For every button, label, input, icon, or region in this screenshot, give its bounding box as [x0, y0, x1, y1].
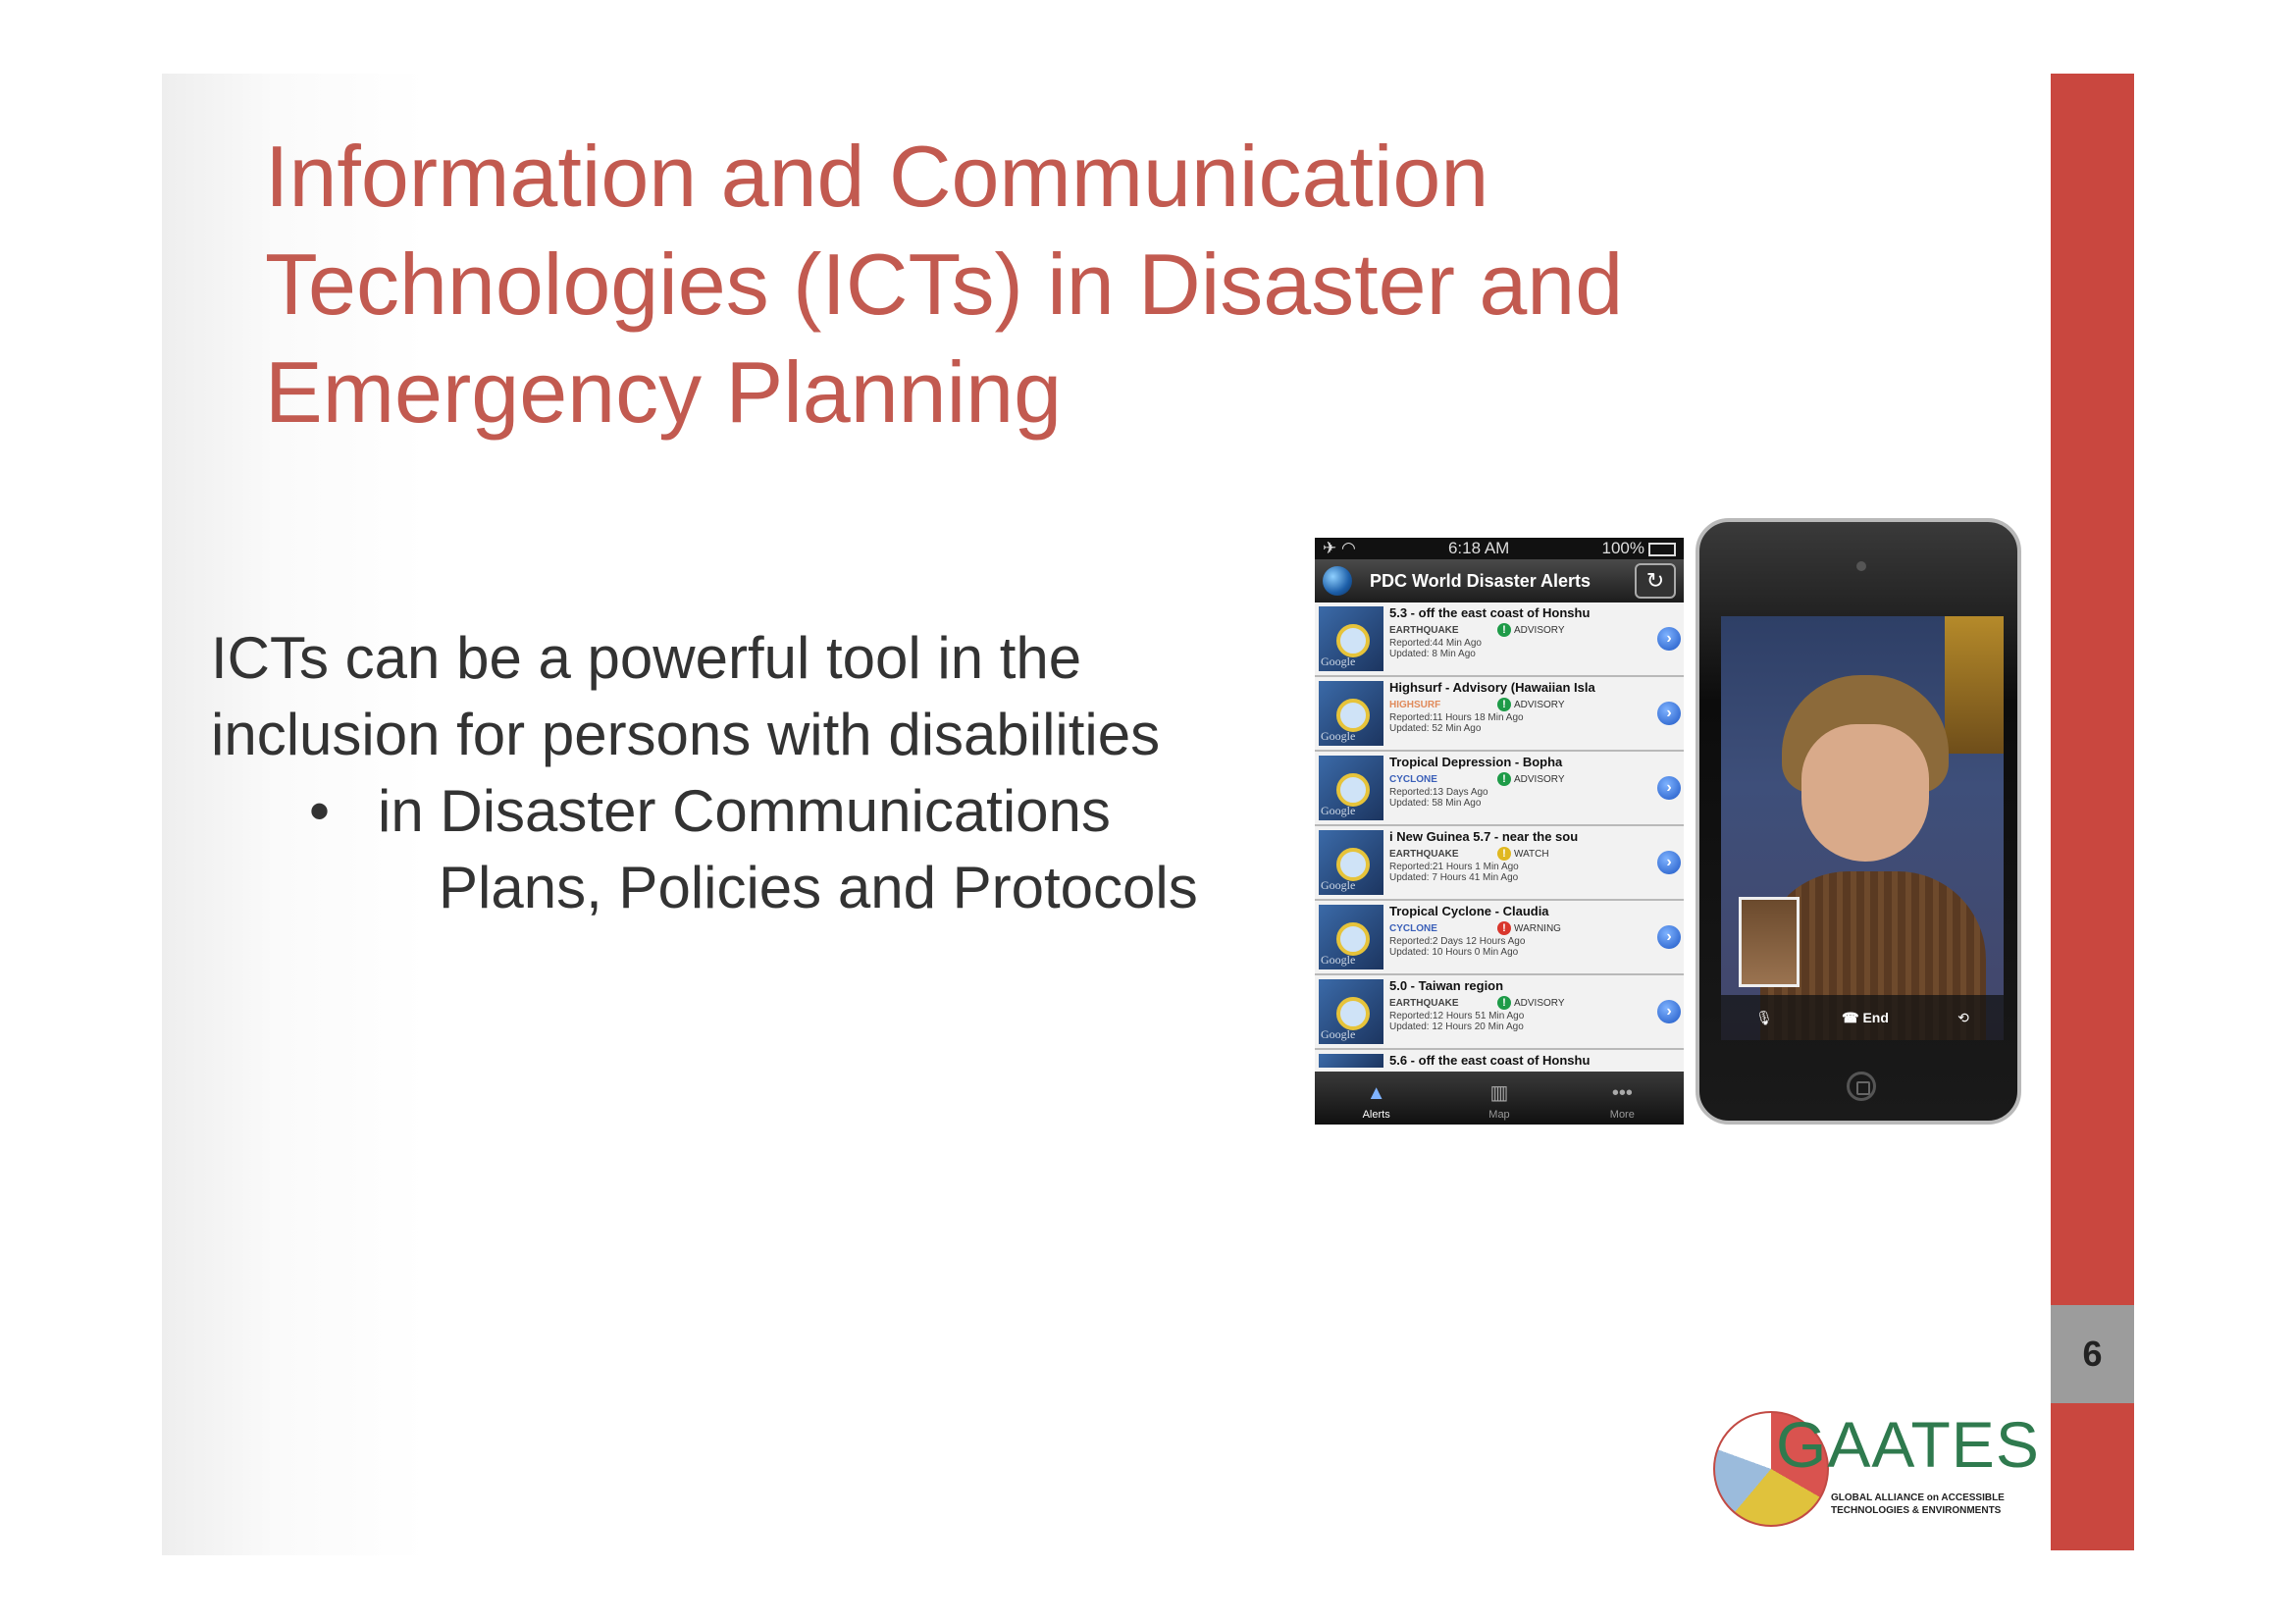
alert-type: EARTHQUAKE	[1389, 848, 1459, 860]
disaster-type-icon	[1336, 699, 1370, 732]
tab-map[interactable]	[1437, 1072, 1560, 1125]
thumbnail-watermark: Google	[1321, 878, 1356, 892]
alert-level-icon: !	[1497, 772, 1511, 786]
end-call-label: End	[1862, 1009, 1889, 1025]
body-line-1: ICTs can be a powerful tool in the	[211, 625, 1082, 691]
alert-title: i New Guinea 5.7 - near the sou	[1389, 829, 1579, 844]
thumbnail-watermark: Google	[1321, 654, 1356, 668]
ipod-facetime-image	[1696, 518, 2021, 1125]
alert-reported: Reported:11 Hours 18 Min Ago	[1389, 712, 1524, 723]
tab-label: More	[1609, 1109, 1635, 1121]
disaster-type-icon	[1336, 922, 1370, 956]
home-icon	[1856, 1081, 1870, 1095]
more-icon: •••	[1611, 1082, 1633, 1104]
alert-list	[1315, 602, 1684, 1050]
alert-updated: Updated: 7 Hours 41 Min Ago	[1389, 872, 1519, 883]
facetime-screen	[1721, 616, 2004, 1040]
disaster-type-icon	[1336, 848, 1370, 881]
mute-icon[interactable]: 🎙	[1755, 1009, 1773, 1025]
alert-updated: Updated: 52 Min Ago	[1389, 723, 1482, 734]
alert-title: Tropical Cyclone - Claudia	[1389, 904, 1549, 918]
bullet-continuation: Plans, Policies and Protocols	[439, 855, 1198, 920]
battery-icon	[1648, 543, 1676, 556]
alert-reported: Reported:2 Days 12 Hours Ago	[1389, 936, 1526, 947]
alert-level: WARNING	[1514, 922, 1561, 934]
disaster-alerts-app-screenshot	[1315, 538, 1684, 1125]
tab-label: Alerts	[1362, 1109, 1390, 1121]
alert-thumbnail	[1319, 1054, 1383, 1068]
alert-level: ADVISORY	[1514, 773, 1565, 785]
alert-type: CYCLONE	[1389, 922, 1437, 934]
status-bar	[1315, 538, 1684, 559]
alert-level: ADVISORY	[1514, 699, 1565, 710]
alert-level: WATCH	[1514, 848, 1549, 860]
title-line-2: Technologies (ICTs) in Disaster and	[265, 236, 1624, 333]
map-icon: ▥	[1489, 1082, 1509, 1104]
logo-tagline	[1831, 1492, 2037, 1517]
title-line-3: Emergency Planning	[265, 343, 1063, 441]
battery-indicator	[1602, 539, 1676, 558]
alert-type: EARTHQUAKE	[1389, 624, 1459, 636]
alert-level-icon: !	[1497, 847, 1511, 861]
thumbnail-watermark: Google	[1321, 729, 1356, 743]
alert-level-icon: !	[1497, 623, 1511, 637]
body-line-2: inclusion for persons with disabilities	[211, 702, 1161, 767]
alert-level-icon: !	[1497, 921, 1511, 935]
alert-updated: Updated: 58 Min Ago	[1389, 798, 1482, 809]
app-nav-title: PDC World Disaster Alerts	[1370, 570, 1592, 591]
globe-icon	[1323, 566, 1352, 596]
airplane-wifi-icon: ✈ ◠	[1323, 539, 1356, 557]
thumbnail-watermark: Google	[1321, 1027, 1356, 1041]
alert-level: ADVISORY	[1514, 997, 1565, 1009]
status-time: 6:18 AM	[1447, 539, 1510, 557]
alert-thumbnail	[1319, 905, 1383, 969]
alert-row[interactable]	[1315, 901, 1684, 975]
alert-title: Tropical Depression - Bopha	[1389, 755, 1563, 769]
alert-row[interactable]	[1315, 826, 1684, 901]
disaster-type-icon	[1336, 773, 1370, 807]
disaster-type-icon	[1336, 997, 1370, 1030]
body-text	[211, 620, 1320, 926]
home-button[interactable]	[1847, 1072, 1876, 1101]
logo-tagline-2: TECHNOLOGIES & ENVIRONMENTS	[1831, 1505, 2002, 1516]
alert-type: EARTHQUAKE	[1389, 997, 1459, 1009]
alert-thumbnail	[1319, 681, 1383, 746]
bullet-item	[211, 773, 1320, 850]
alert-row-partial[interactable]	[1315, 1050, 1684, 1073]
alert-title: Highsurf - Advisory (Hawaiian Isla	[1389, 680, 1595, 695]
alert-title: 5.3 - off the east coast of Honshu	[1389, 605, 1591, 620]
end-call-button[interactable]	[1842, 1010, 1889, 1026]
logo-wordmark: GAATES	[1776, 1408, 2040, 1481]
tab-more[interactable]	[1561, 1072, 1684, 1125]
gaates-logo	[1705, 1403, 2039, 1531]
alert-reported: Reported:13 Days Ago	[1389, 787, 1488, 798]
alert-level: ADVISORY	[1514, 624, 1565, 636]
alert-level-icon: !	[1497, 698, 1511, 711]
alert-reported: Reported:21 Hours 1 Min Ago	[1389, 862, 1519, 872]
slide-title	[265, 123, 1835, 446]
alert-thumbnail	[1319, 756, 1383, 820]
thumbnail-watermark: Google	[1321, 953, 1356, 967]
disclosure-chevron-icon[interactable]: ›	[1657, 925, 1681, 949]
alert-reported: Reported:44 Min Ago	[1389, 638, 1482, 649]
alert-type: HIGHSURF	[1389, 699, 1441, 710]
disclosure-chevron-icon[interactable]: ›	[1657, 702, 1681, 725]
disclosure-chevron-icon[interactable]: ›	[1657, 776, 1681, 800]
refresh-button[interactable]	[1635, 563, 1676, 599]
alert-row[interactable]	[1315, 602, 1684, 677]
call-controls	[1721, 995, 2004, 1040]
alert-type: CYCLONE	[1389, 773, 1437, 785]
alert-thumbnail	[1319, 979, 1383, 1044]
alert-row[interactable]	[1315, 975, 1684, 1050]
alert-updated: Updated: 12 Hours 20 Min Ago	[1389, 1021, 1524, 1032]
alert-reported: Reported:12 Hours 51 Min Ago	[1389, 1011, 1525, 1021]
thumbnail-watermark: Google	[1321, 804, 1356, 817]
alert-row[interactable]	[1315, 677, 1684, 752]
caller-face	[1801, 724, 1929, 862]
alert-updated: Updated: 10 Hours 0 Min Ago	[1389, 947, 1519, 958]
alert-updated: Updated: 8 Min Ago	[1389, 649, 1476, 659]
disaster-type-icon	[1336, 624, 1370, 657]
title-line-1: Information and Communication	[265, 128, 1489, 225]
disclosure-chevron-icon[interactable]: ›	[1657, 1000, 1681, 1023]
camera-lens	[1856, 561, 1866, 571]
alert-thumbnail	[1319, 830, 1383, 895]
bullet-text: in Disaster Communications	[378, 778, 1111, 844]
tab-label: Map	[1488, 1109, 1510, 1121]
alert-level-icon: !	[1497, 996, 1511, 1010]
alert-title: 5.0 - Taiwan region	[1389, 978, 1504, 993]
disclosure-chevron-icon[interactable]: ›	[1657, 851, 1681, 874]
self-view-preview	[1739, 897, 1800, 987]
refresh-icon: ↻	[1645, 568, 1665, 593]
switch-camera-icon[interactable]: ⟲	[1957, 1009, 1969, 1025]
battery-label: 100%	[1601, 539, 1644, 557]
app-nav-bar	[1315, 559, 1684, 602]
disclosure-chevron-icon[interactable]: ›	[1657, 627, 1681, 651]
logo-tagline-1: GLOBAL ALLIANCE on ACCESSIBLE	[1831, 1492, 2005, 1503]
tab-alerts[interactable]	[1315, 1072, 1437, 1125]
bullet-icon: •	[309, 778, 331, 844]
alert-thumbnail	[1319, 606, 1383, 671]
slide-number: 6	[2051, 1305, 2134, 1403]
alerts-icon: ▲	[1366, 1082, 1386, 1104]
alert-row[interactable]	[1315, 752, 1684, 826]
phone-icon: ☎	[1842, 1009, 1863, 1025]
app-tab-bar	[1315, 1072, 1684, 1125]
alert-title: 5.6 - off the east coast of Honshu	[1389, 1053, 1591, 1068]
